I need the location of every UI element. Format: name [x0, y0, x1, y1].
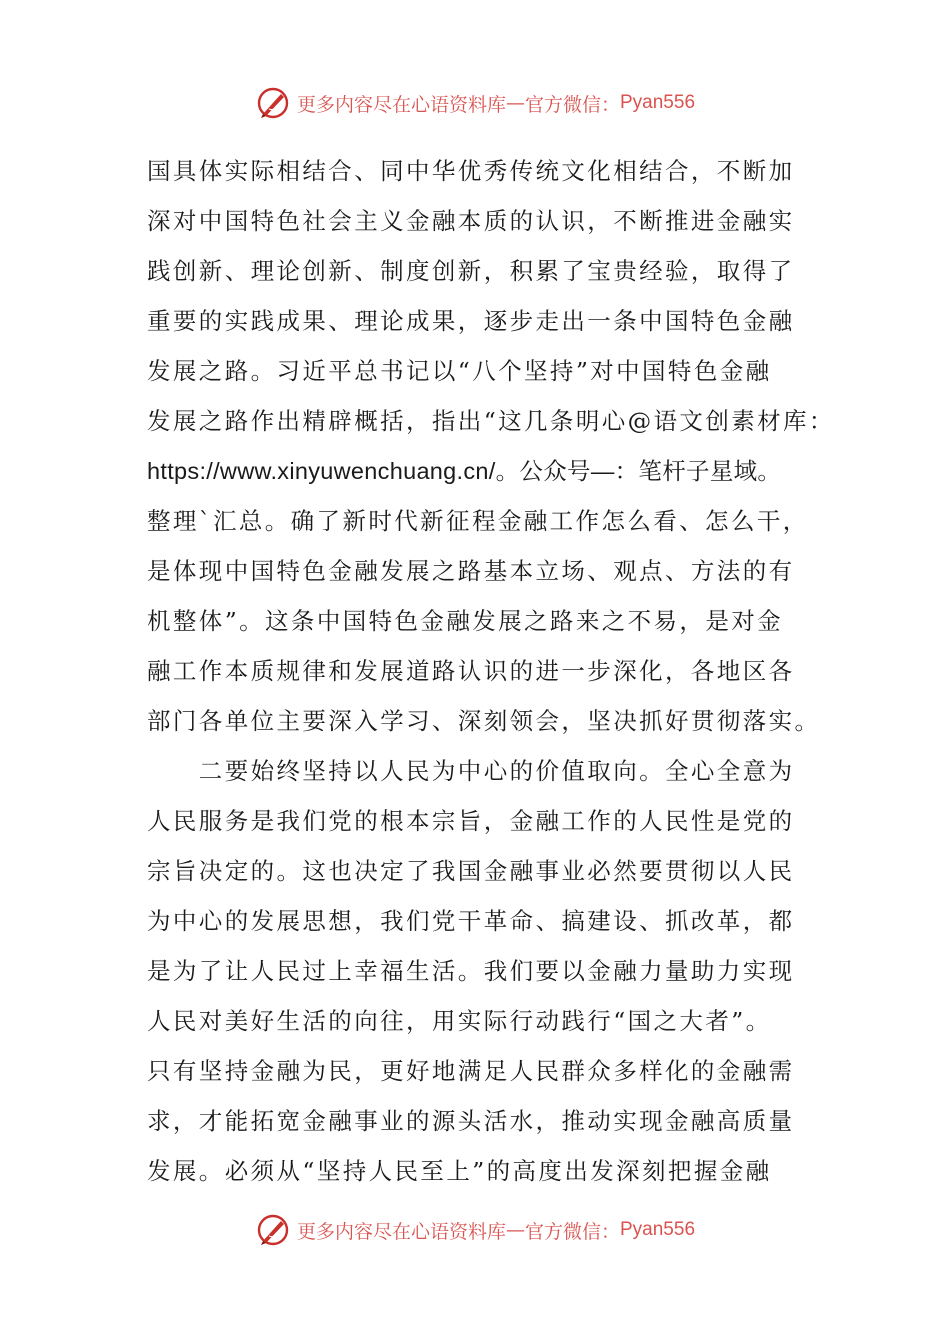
text-line: 人民服务是我们党的根本宗旨，金融工作的人民性是党的: [147, 807, 795, 835]
text-line: 是体现中国特色金融发展之路基本立场、观点、方法的有: [147, 557, 795, 585]
banner-wechat-id: Pyan556: [620, 1219, 696, 1240]
banner-wechat-label: 官方微信：: [524, 93, 620, 116]
document-body: [147, 146, 835, 1196]
banner-text: 更多内容尽在心语资料库: [296, 93, 506, 116]
banner-text: 更多内容尽在心语资料库: [296, 1220, 506, 1243]
paragraph-start-line: 二要始终坚持以人民为中心的价值取向。全心全意为: [147, 757, 795, 785]
text-line: 发展之路。习近平总书记以“八个坚持”对中国特色金融: [147, 357, 772, 385]
pen-logo-icon: [255, 1212, 291, 1248]
banner-wechat-id: Pyan556: [620, 92, 696, 113]
text-line: 深对中国特色社会主义金融本质的认识，不断推进金融实: [147, 207, 795, 235]
footer-banner: [0, 1210, 950, 1250]
text-line: 是为了让人民过上幸福生活。我们要以金融力量助力实现: [147, 957, 795, 985]
text-line: 发展。必须从“坚持人民至上”的高度出发深刻把握金融: [147, 1157, 772, 1185]
text-line: 融工作本质规律和发展道路认识的进一步深化，各地区各: [147, 657, 795, 685]
pen-logo-icon: [255, 85, 291, 121]
text-line: 重要的实践成果、理论成果，逐步走出一条中国特色金融: [147, 307, 795, 335]
text-line: 践创新、理论创新、制度创新，积累了宝贵经验，取得了: [147, 257, 795, 285]
text-line: 宗旨决定的。这也决定了我国金融事业必然要贯彻以人民: [147, 857, 795, 885]
text-line: 只有坚持金融为民，更好地满足人民群众多样化的金融需: [147, 1057, 795, 1085]
text-line: 为中心的发展思想，我们党干革命、搞建设、抓改革，都: [147, 907, 795, 935]
text-line: 国具体实际相结合、同中华优秀传统文化相结合，不断加: [147, 157, 795, 185]
text-line: 发展之路作出精辟概括，指出“这几条明心@语文创素材库：: [147, 407, 835, 435]
header-banner: [0, 83, 950, 123]
banner-dash: —: [505, 1219, 525, 1241]
text-line: 人民对美好生活的向往，用实际行动践行“国之大者”。: [147, 1007, 772, 1035]
banner-wechat-label: 官方微信：: [524, 1220, 620, 1243]
text-line: 求，才能拓宽金融事业的源头活水，推动实现金融高质量: [147, 1107, 795, 1135]
text-line: 机整体”。这条中国特色金融发展之路来之不易，是对金: [147, 607, 784, 635]
banner-dash: —: [505, 92, 525, 114]
text-line: 整理`汇总。确了新时代新征程金融工作怎么看、怎么干，: [147, 507, 809, 535]
text-line-url: https://www.xinyuwenchuang.cn/。公众号—：笔杆子星域。: [147, 458, 782, 484]
text-line: 部门各单位主要深入学习、深刻领会，坚决抓好贯彻落实。: [147, 707, 821, 735]
